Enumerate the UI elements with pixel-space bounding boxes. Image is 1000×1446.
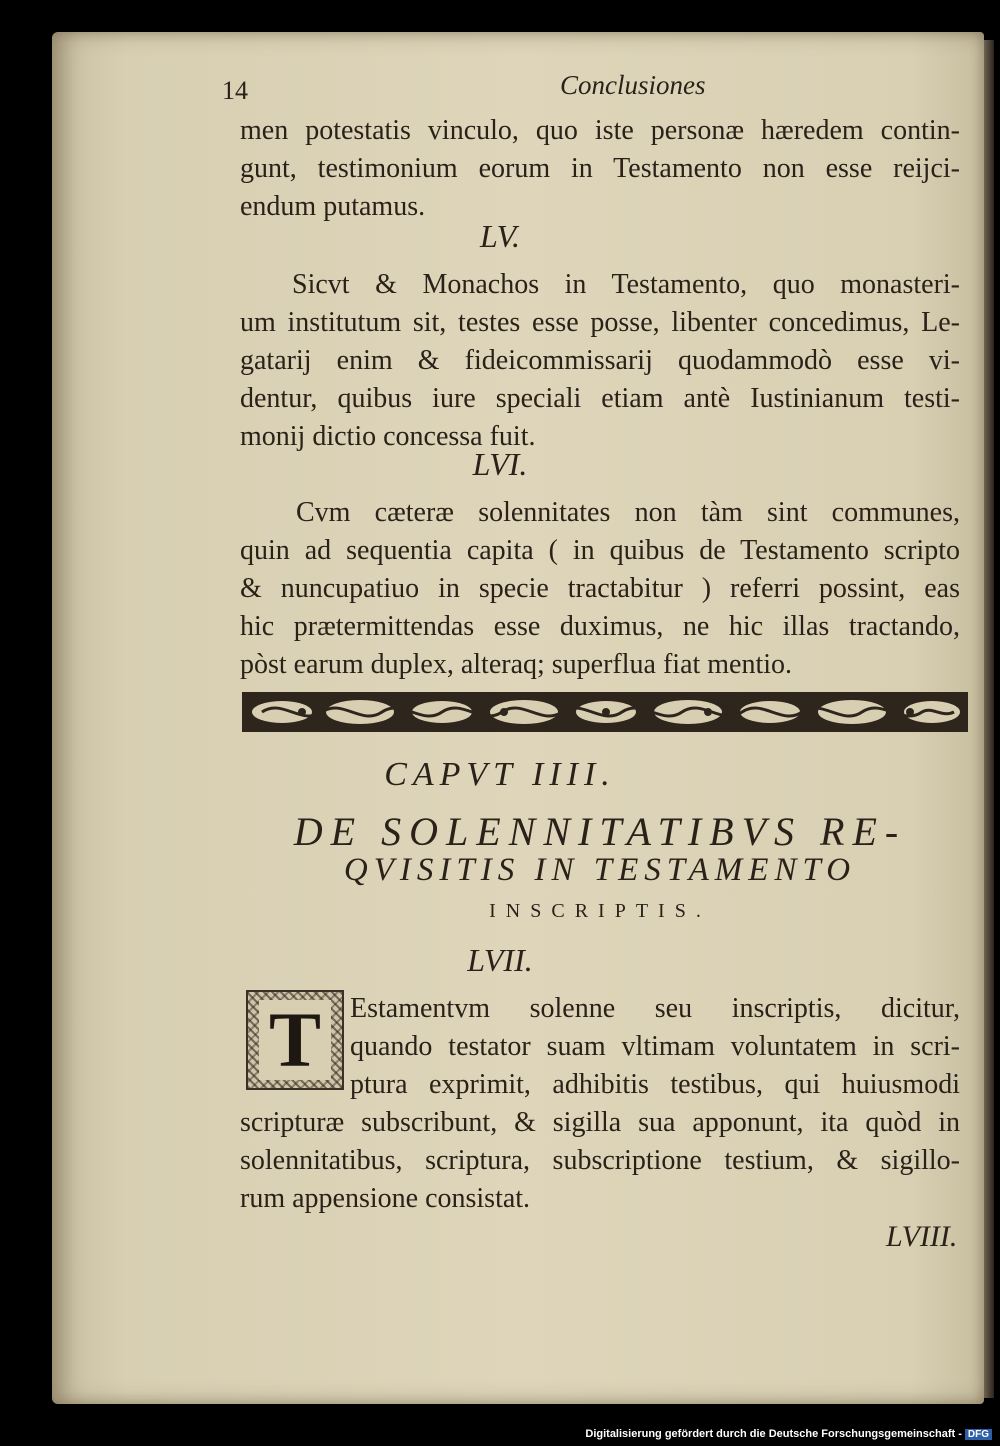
decorative-ornament-band bbox=[242, 682, 968, 742]
decorated-initial-letter: T bbox=[259, 1000, 331, 1080]
chapter-title-line: INSCRIPTIS. bbox=[489, 900, 711, 922]
text-line: gunt, testimonium eorum in Testamento non esse reijci- bbox=[240, 153, 960, 184]
footer-credit bbox=[0, 1428, 992, 1440]
text-line: ptura exprimit, adhibitis testibus, qui huiusmodi bbox=[350, 1069, 960, 1100]
text-line: quando testator suam vltimam voluntatem in scri- bbox=[350, 1031, 960, 1062]
dfg-logo: DFG bbox=[965, 1429, 992, 1440]
text-line: quin ad sequentia capita ( in quibus de Testamento scripto bbox=[240, 535, 960, 566]
chapter-title-line: QVISITIS IN TESTAMENTO bbox=[343, 852, 857, 888]
page-number: 14 bbox=[222, 76, 248, 105]
text-line: dentur, quibus iure speciali etiam antè Iustinianum testi- bbox=[240, 383, 960, 414]
chapter-title-line: DE SOLENNITATIBVS RE- bbox=[293, 809, 907, 854]
text-line: rum appensione consistat. bbox=[240, 1183, 531, 1214]
footer-text: Digitalisierung gefördert durch die Deutsche Forschungsgemeinschaft - bbox=[585, 1428, 962, 1440]
text-line: Cvm cæteræ solennitates non tàm sint communes, bbox=[296, 497, 960, 528]
text-line: & nuncupatiuo in specie tractabitur ) referri possint, eas bbox=[240, 573, 960, 604]
section-number: LVI. bbox=[472, 446, 528, 482]
text-line: Estamentvm solenne seu inscriptis, dicitur, bbox=[350, 993, 960, 1024]
section-number: LVII. bbox=[467, 942, 533, 978]
text-line: solennitatibus, scriptura, subscriptione testium, & sigillo- bbox=[240, 1145, 960, 1176]
text-line: Sicvt & Monachos in Testamento, quo monasteri- bbox=[292, 269, 960, 300]
text-line: monij dictio concessa fuit. bbox=[240, 421, 536, 452]
text-line: men potestatis vinculo, quo iste personæ hæredem contin- bbox=[240, 115, 960, 146]
text-line: um institutum sit, testes esse posse, libenter concedimus, Le- bbox=[240, 307, 960, 338]
text-line: endum putamus. bbox=[240, 191, 426, 222]
decorated-initial bbox=[246, 990, 344, 1090]
chapter-heading: CAPVT IIII. bbox=[384, 756, 616, 793]
text-line: gatarij enim & fideicommissarij quodammodò esse vi- bbox=[240, 345, 960, 376]
section-number: LV. bbox=[479, 218, 521, 254]
text-line: scripturæ subscribunt, & sigilla sua apponunt, ita quòd in bbox=[240, 1107, 960, 1138]
text-line: hic prætermittendas esse duximus, ne hic illas tractando, bbox=[240, 611, 960, 642]
catchword: LVIII. bbox=[886, 1220, 958, 1253]
running-head: Conclusiones bbox=[560, 70, 706, 100]
text-line: pòst earum duplex, alteraq; superflua fiat mentio. bbox=[240, 649, 793, 680]
